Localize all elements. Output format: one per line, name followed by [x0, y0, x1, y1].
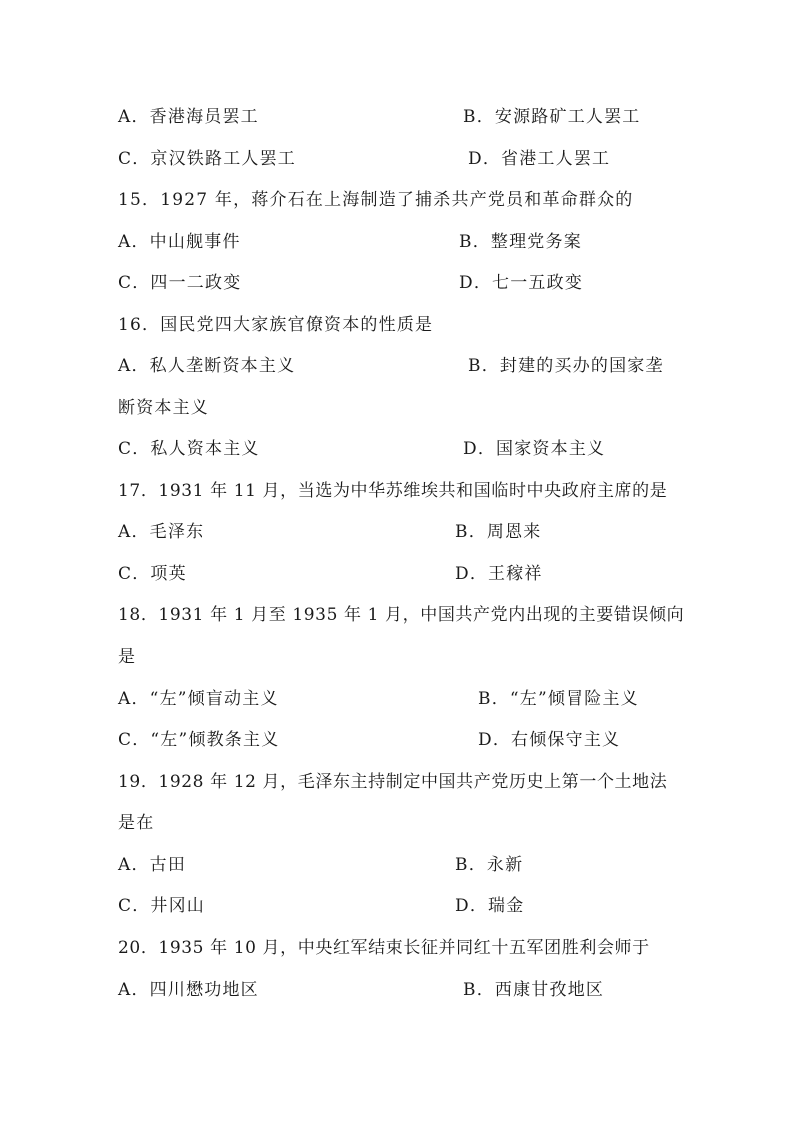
q18-stem-continued: 是 [118, 647, 137, 667]
q18-option-a: A．“左”倾盲动主义 [118, 689, 279, 709]
q16-stem: 16．国民党四大家族官僚资本的性质是 [118, 315, 434, 335]
q15-option-b: B．整理党务案 [459, 232, 582, 252]
q19-option-d: D．瑞金 [455, 896, 525, 916]
q17-option-d: D．王稼祥 [455, 564, 543, 584]
q16-option-a: A．私人垄断资本主义 [118, 356, 296, 376]
q16-option-c: C．私人资本主义 [118, 439, 260, 459]
q18-option-d: D．右倾保守主义 [478, 730, 621, 750]
q17-option-b: B．周恩来 [455, 522, 542, 542]
q19-stem-continued: 是在 [118, 813, 155, 833]
q17-option-a: A．毛泽东 [118, 522, 205, 542]
q20-stem: 20．1935 年 10 月，中央红军结束长征并同红十五军团胜利会师于 [118, 938, 650, 958]
q14-option-b: B．安源路矿工人罢工 [463, 107, 641, 127]
q19-option-a: A．古田 [118, 855, 187, 875]
q17-option-c: C．项英 [118, 564, 187, 584]
q18-option-c: C．“左”倾教条主义 [118, 730, 280, 750]
q19-stem: 19．1928 年 12 月，毛泽东主持制定中国共产党历史上第一个土地法 [118, 772, 668, 792]
q16-option-d: D．国家资本主义 [463, 439, 606, 459]
q20-option-b: B．西康甘孜地区 [463, 980, 605, 1000]
q18-stem: 18．1931 年 1 月至 1935 年 1 月，中国共产党内出现的主要错误倾向 [118, 605, 685, 625]
q14-option-d: D．省港工人罢工 [468, 149, 611, 169]
q19-option-b: B．永新 [455, 855, 524, 875]
q15-option-d: D．七一五政变 [459, 273, 584, 293]
q16-option-b-continued: 断资本主义 [118, 398, 209, 418]
q17-stem: 17．1931 年 11 月，当选为中华苏维埃共和国临时中央政府主席的是 [118, 481, 668, 501]
q15-stem: 15．1927 年，蒋介石在上海制造了捕杀共产党员和革命群众的 [118, 190, 634, 210]
q14-option-c: C．京汉铁路工人罢工 [118, 149, 297, 169]
q19-option-c: C．井冈山 [118, 896, 206, 916]
q20-option-a: A．四川懋功地区 [118, 980, 259, 1000]
q16-option-b: B．封建的买办的国家垄 [468, 356, 664, 376]
q15-option-a: A．中山舰事件 [118, 232, 241, 252]
q18-option-b: B．“左”倾冒险主义 [478, 689, 639, 709]
q14-option-a: A．香港海员罢工 [118, 107, 259, 127]
q15-option-c: C．四一二政变 [118, 273, 242, 293]
